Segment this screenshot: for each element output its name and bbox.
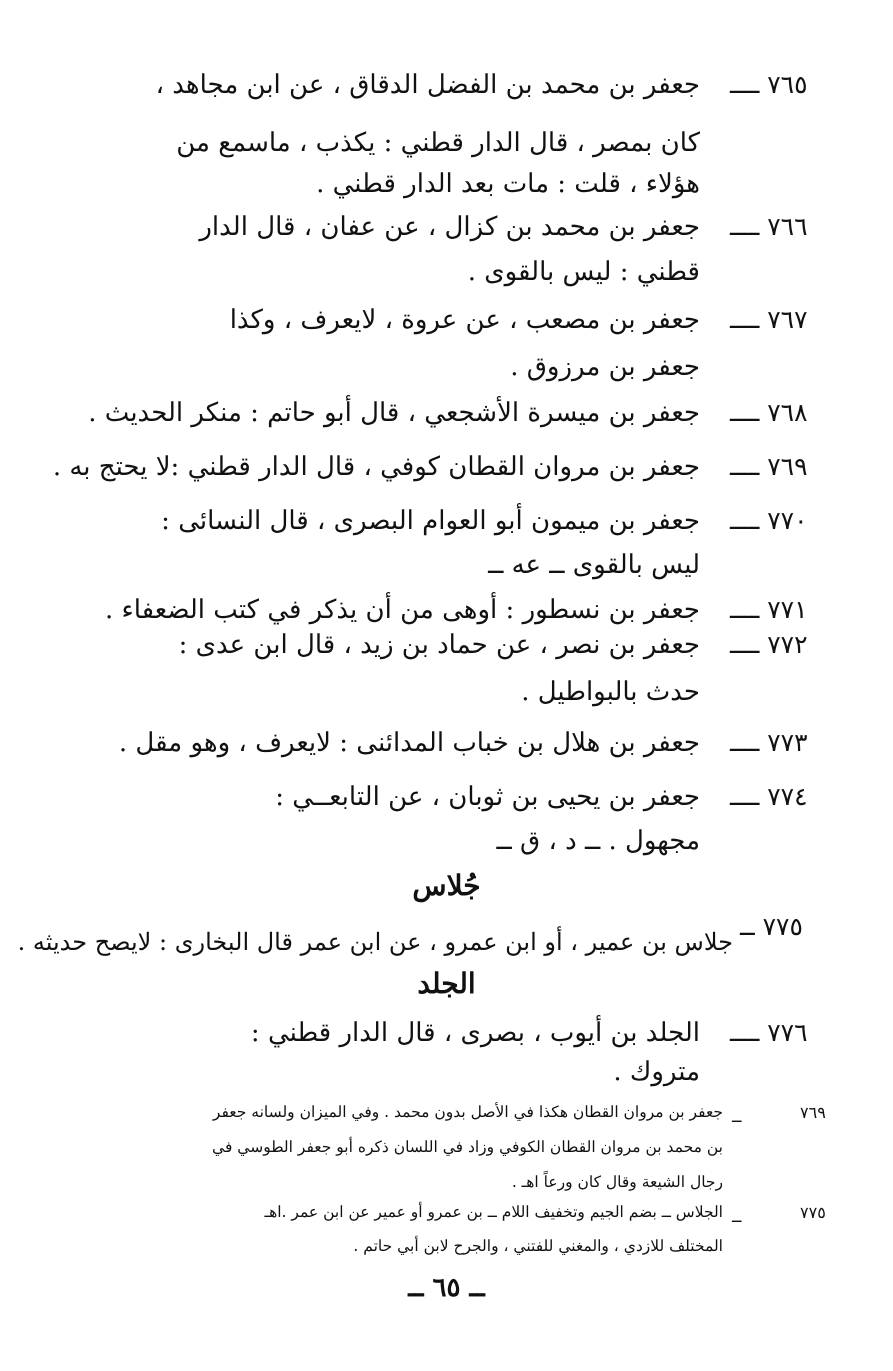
entry-line: جعفر بن محمد بن الفضل الدقاق ، عن ابن مجاهد ، (155, 70, 700, 100)
entry-number: ٧٧٣ ــــ (730, 728, 808, 757)
footnote-line: جعفر بن مروان القطان هكذا في الأصل بدون محمد . وفي الميزان ولسانه جعفر (212, 1103, 723, 1121)
entry-line: جعفر بن يحيى بن ثوبان ، عن التابعــي : (275, 782, 700, 812)
entry-number: ٧٧٥ ــ (740, 912, 803, 941)
footnote-number: ٧٧٥ (800, 1203, 826, 1222)
entry-line: جعفر بن مروان القطان كوفي ، قال الدار قطني :لا يحتج به . (52, 452, 700, 482)
entry-number: ٧٦٩ ــــ (730, 452, 808, 481)
entry-number: ٧٧٢ ــــ (730, 630, 808, 659)
entry-line: جعفر بن مرزوق . (510, 352, 700, 382)
footnote-number: ٧٦٩ (800, 1103, 826, 1122)
entry-line: الجلد بن أيوب ، بصرى ، قال الدار قطني : (250, 1018, 700, 1048)
footnote-line: الجلاس ــ بضم الجيم وتخفيف اللام ــ بن عمرو أو عمير عن ابن عمر .اهـ (264, 1203, 723, 1221)
entry-line: حدث بالبواطيل . (521, 677, 700, 707)
entry-number: ٧٦٥ ــــ (730, 70, 808, 99)
footnote-dash: ــ (732, 1207, 742, 1226)
entry-line: هؤلاء ، قلت : مات بعد الدار قطني . (316, 169, 700, 199)
footnote-line: رجال الشيعة وقال كان ورعاً اهـ . (511, 1173, 723, 1191)
entry-line: جعفر بن نصر ، عن حماد بن زيد ، قال ابن عدى : (178, 630, 700, 660)
page-number: ــ ٦٥ ــ (408, 1273, 485, 1303)
footnote-line: بن محمد بن مروان القطان الكوفي وزاد في اللسان ذكره أبو جعفر الطوسي في (212, 1138, 723, 1156)
entry-number: ٧٦٨ ــــ (730, 398, 808, 427)
entry-line: جعفر بن هلال بن خباب المدائنى : لايعرف ، وهو مقل . (118, 728, 700, 758)
entry-line: جعفر بن مصعب ، عن عروة ، لايعرف ، وكذا (229, 305, 700, 335)
entry-line: جعفر بن ميسرة الأشجعي ، قال أبو حاتم : منكر الحديث . (88, 398, 700, 428)
entry-line: جعفر بن محمد بن كزال ، عن عفان ، قال الدار (199, 212, 700, 242)
entry-line: ليس بالقوى ــ عه ــ (488, 550, 700, 580)
entry-number: ٧٧٤ ــــ (730, 782, 808, 811)
section-heading: الجلد (417, 967, 476, 1000)
entry-line: مجهول . ــ د ، ق ــ (496, 826, 700, 856)
section-heading: جُلاس (412, 869, 481, 902)
footnote-line: المختلف للازدي ، والمغني للفتني ، والجرح لابن أبي حاتم . (353, 1237, 723, 1255)
entry-line: جعفر بن نسطور : أوهى من أن يذكر في كتب الضعفاء . (104, 595, 700, 625)
entry-line: متروك . (613, 1057, 700, 1087)
entry-line: كان بمصر ، قال الدار قطني : يكذب ، ماسمع من (176, 128, 700, 158)
entry-line: جلاس بن عمير ، أو ابن عمرو ، عن ابن عمر قال البخارى : لايصح حديثه . (17, 928, 733, 956)
footnote-dash: ــ (732, 1107, 742, 1126)
entry-number: ٧٧١ ــــ (730, 595, 808, 624)
entry-line: قطني : ليس بالقوى . (467, 257, 700, 287)
entry-number: ٧٧٠ ــــ (730, 506, 808, 535)
entry-number: ٧٦٧ ــــ (730, 305, 808, 334)
entry-number: ٧٦٦ ــــ (730, 212, 808, 241)
entry-line: جعفر بن ميمون أبو العوام البصرى ، قال النسائى : (161, 506, 700, 536)
entry-number: ٧٧٦ ــــ (730, 1018, 808, 1047)
